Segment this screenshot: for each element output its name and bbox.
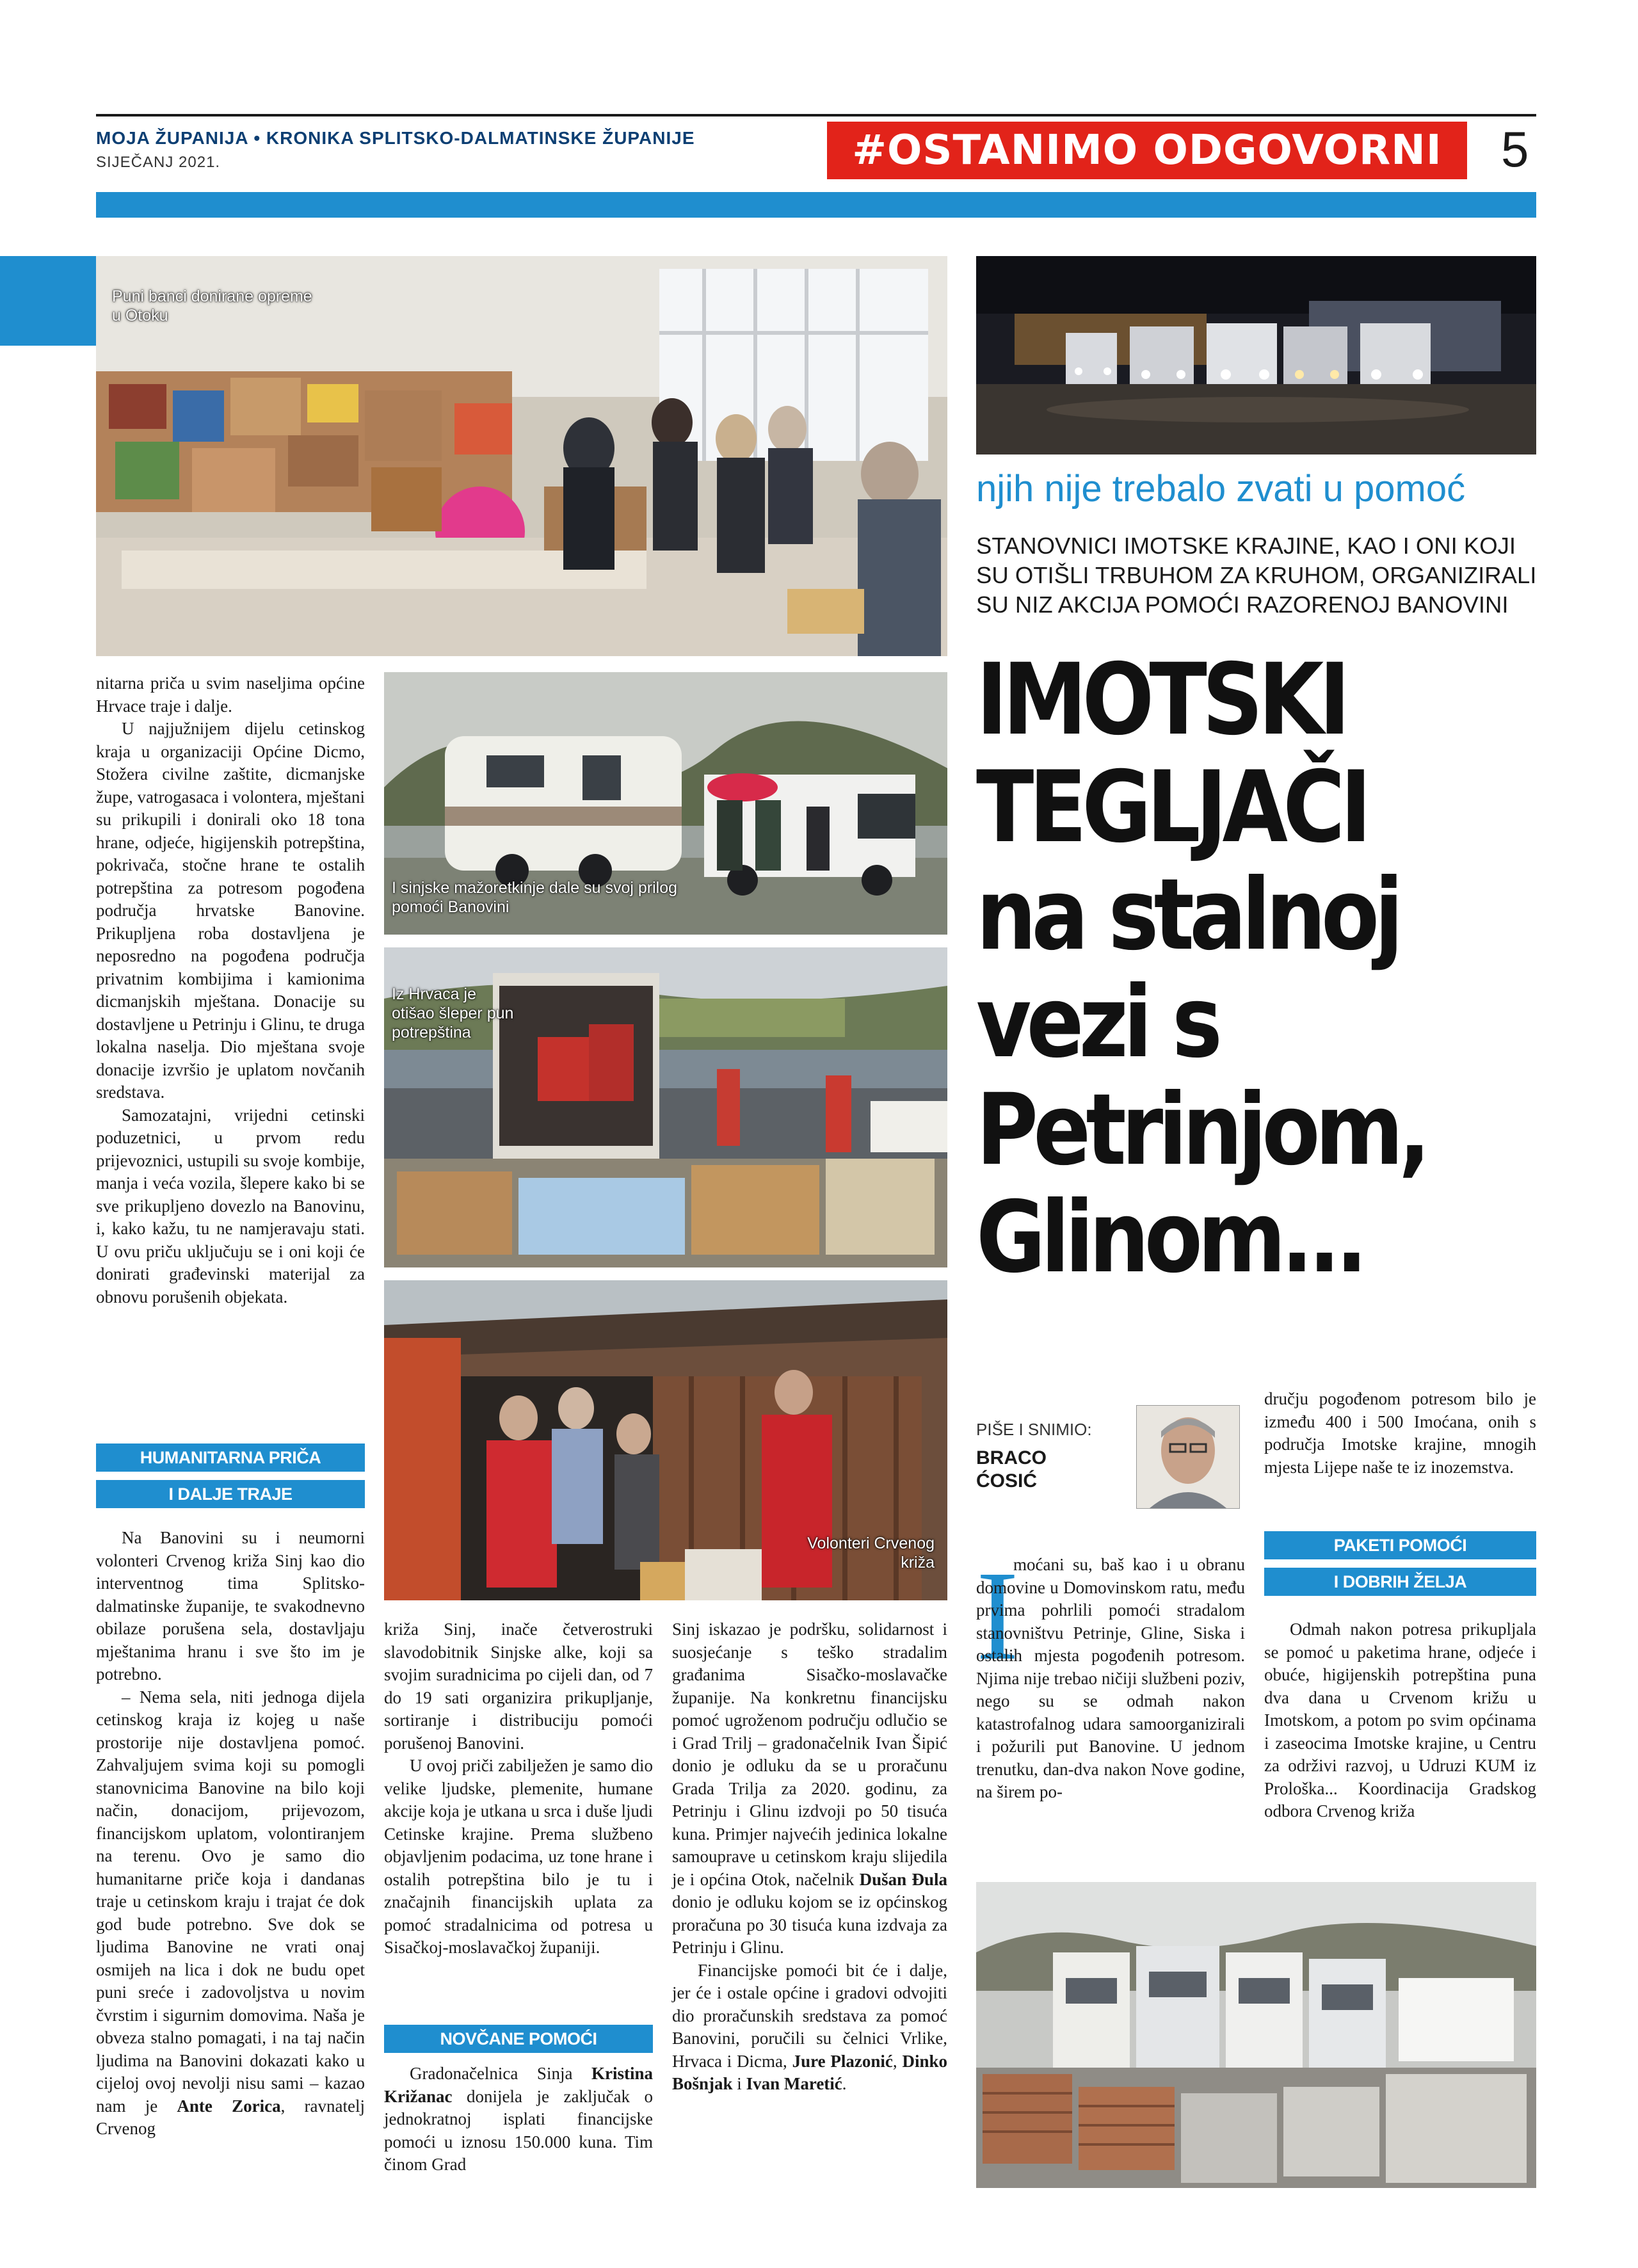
paragraph: križa Sinj, inače četverostruki slavodobitnik Sinjske alke, koji sa svojim suradnicima po cijeli dan, od 7 do 19 sati organizira prikupljanje, sortiranje i distribuciju pomoći porušenoj Banovini.	[384, 1620, 653, 1753]
header-blue-bar	[96, 192, 1536, 218]
paragraph: U najjužnijem dijelu cetinskog kraja u organizaciji Općine Dicmo, Stožera civilne zaštite, dicmanjske župe, vatrogasaca i volontera, mještani su prikupili i donirali oko 18 tona hrane, odjeće, higijenskih potrepština, pokrivača, stočne hrane te ostalih potrepština za potresom pogođena područja hrvatske Banovine. Prikupljena roba dostavljena je neposredno na pogođena područja privatnim kombijima i kamionima dicmanjskih mještana. Donacije su dostavljene u Petrinju i Glinu, te druga lokalna naselja. Dio mještana svoje donacije izvršio je uplatom novčanih sredstava.	[96, 719, 365, 1102]
hashtag-banner: #OSTANIMO ODGOVORNI	[827, 122, 1467, 179]
person-name: Jure Plazonić	[792, 2051, 893, 2071]
column-1-bottom	[96, 1527, 365, 2141]
person-name: Dušan Đula	[859, 1869, 947, 1889]
issue-date: SIJEČANJ 2021.	[96, 154, 221, 171]
headline-line: na stalnoj	[976, 858, 1399, 972]
person-name: Kristina Križanac	[384, 2064, 654, 2106]
photo-volunteers	[384, 1280, 947, 1600]
paragraph	[672, 1618, 947, 1959]
column-2	[384, 1618, 653, 1959]
paragraph	[384, 2063, 653, 2176]
article-kicker: njih nije trebalo zvati u pomoć	[976, 468, 1466, 510]
paragraph: Na Banovini su i neumorni volonteri Crvenog križa Sinj kao dio interventnog tima Splitsko-dalmatinske županije, te svakodnevno obilaze porušena sela, dostavljaju mještanima hranu i sve što im je potrebno.	[96, 1528, 365, 1684]
subhead-humanitarna-1: HUMANITARNA PRIČA	[96, 1444, 365, 1472]
left-blue-tab	[0, 256, 96, 346]
person-name: Ivan Maretić	[746, 2074, 842, 2093]
headline-line: Petrinjom,	[976, 1073, 1426, 1187]
page-number: 5	[1501, 121, 1529, 177]
paragraph: Odmah nakon potresa prikupljala se pomoć u paketima hrane, odjeće i obuće, higijenskih potrepština puna dva dana u Crvenom križu u Imotskom, a potom po svim općinama i zaseocima Imotske krajine, u Centru za održivi razvoj, u Udruzi KUM iz Prološka... Koordinacija Gradskog odbora Crvenog križa	[1264, 1620, 1536, 1821]
article-deck: STANOVNICI IMOTSKE KRAJINE, KAO I ONI KOJI SU OTIŠLI TRBUHOM ZA KRUHOM, ORGANIZIRALI SU NIZ AKCIJA POMOĆI RAZORENOJ BANOVINI	[976, 533, 1537, 618]
text-run: donijela je zaključak o jednokratnoj isplati financijske pomoći u iznosu 150.000 kuna. Tim činom Grad	[384, 2086, 653, 2174]
drop-cap: I	[976, 1545, 1019, 1687]
author-avatar	[1136, 1405, 1240, 1509]
text-run: donio je odluku kojom se iz općinskog proračuna po 30 tisuća kuna izdvaja za Petrinju i Glinu.	[672, 1892, 947, 1957]
text-run: .	[842, 2074, 847, 2093]
photo-caravan	[384, 672, 947, 935]
text-run: Gradonačelnica Sinja	[410, 2064, 573, 2083]
paragraph	[96, 1686, 365, 2141]
photo-supplies-truck	[384, 947, 947, 1267]
caption-sinj: I sinjske mažoretkinje dale su svoj prilog pomoći Banovini	[392, 879, 678, 916]
byline-first: BRACO	[976, 1447, 1047, 1468]
paragraph: Samozatajni, vrijedni cetinski poduzetnici, u prvom redu prijevoznici, ustupili su svoje kombije, manja i veća vozila, šlepere kako bi se sve prikupljeno dovezlo na Banovinu, i, kako kažu, tu ne namjeravaju stati. U ovu priču uključuju se i oni koji će donirati građevinski materijal za obnovu porušenih objekata.	[96, 1105, 365, 1307]
paragraph: U ovoj priči zabilježen je samo dio velike ljudske, plemenite, humane akcije koja je utkana u srca i duše ljudi Cetinske krajine. Prema službeno objavljenim podacima, uz tone hrane i ostalih potrepština bilo je tu i značajnih financijskih uplata za pomoć stradalnicima od potresa u Sisačkoj-moslavačkoj županiji.	[384, 1756, 653, 1957]
section-title: MOJA ŽUPANIJA • KRONIKA SPLITSKO-DALMATINSKE ŽUPANIJE	[96, 128, 695, 148]
quote-text: – Nema sela, niti jednoga dijela cetinskog kraja iz kojeg u naše prostorije nije dostavljena pomoć. Zahvaljujem svima koji su pomogli stanovnicima Banovine na bilo koji način, donacijom, prijevozom, financijskom uplatom, volontiranjem na terenu. Ovo je samo dio humanitarne priče koja i dandanas traje u cetinskom kraju i trajat će dok god bude potrebno. Sve dok se ljudima Banovine ne vrati onaj osmijeh na lica i dok ne budu opet puni sreće i zadovoljstva u novim čvrstim i sigurnim domovima. Naša je obveza stalno pomagati, i na taj način ljudima na Banovini dokazati kako u cijeloj ovoj nevolji nisu sami – kazao nam je	[96, 1687, 365, 2116]
byline-label: PIŠE I SNIMIO:	[976, 1420, 1092, 1439]
byline-name	[976, 1447, 1047, 1493]
column-3	[672, 1618, 947, 2096]
paragraph: dručju pogođenom potresom bilo je između 400 i 500 Imoćana, onih s područja Imotske krajine, mnogih mjesta Lijepe naše te iz inozemstva.	[1264, 1389, 1536, 1477]
headline-line: TEGLJAČI	[976, 750, 1367, 865]
photo-trucks-pallets	[976, 1882, 1536, 2188]
column-2-bottom	[384, 2063, 653, 2176]
person-name: Ante Zorica	[177, 2096, 281, 2116]
headline-line: vezi s	[976, 965, 1218, 1080]
text-run: i	[737, 2074, 742, 2093]
person-name: Dinko Bošnjak	[672, 2051, 947, 2093]
caption-volonteri: Volonteri Crvenog križa	[807, 1534, 935, 1572]
subhead-novcane: NOVČANE POMOĆI	[384, 2025, 653, 2053]
article-headline	[976, 643, 1472, 1295]
column-4	[976, 1545, 1245, 1804]
column-5-bottom	[1264, 1618, 1536, 1823]
headline-line: IMOTSKI	[976, 643, 1346, 757]
subhead-paketi-2: I DOBRIH ŽELJA	[1264, 1568, 1536, 1596]
caption-otok: Puni banci donirane opreme u Otoku	[112, 287, 312, 325]
photo-donations-room	[96, 256, 947, 656]
header-rule	[96, 114, 1536, 117]
subhead-humanitarna-2: I DALJE TRAJE	[96, 1480, 365, 1508]
paragraph: nitarna priča u svim naseljima općine Hrvace traje i dalje.	[96, 673, 365, 716]
column-5-top	[1264, 1388, 1536, 1479]
paragraph: moćani su, baš kao i u obranu domovine u Domovinskom ratu, među prvima pohrlili pomoći stradalom stanovništvu Petrinje, Gline, Siska i ostalih mjesta pogođenih potresom. Njima nije trebao ničiji službeni poziv, nego su se odmah nakon katastrofalnog udara samoorganizirali i požurili put Banovine. U jednom trenutku, dan-dva nakon Nove godine, na širem po-	[976, 1555, 1245, 1801]
text-run: Sinj iskazao je podršku, solidarnost i suosjećanje s teško stradalim građanima Sisačko-moslavačke županije. Na konkretnu financijsku pomoć ugroženom području odlučio se i Grad Trilj – gradonačelnik Ivan Šipić donio je odluku da se u proračunu Grada Trilja za 2020. godinu, za Petrinju i Glinu izdvoji po 50 tisuća kuna. Primjer najvećih jedinica lokalne samouprave u cetinskom kraju slijedila je i općina Otok, načelnik	[672, 1620, 947, 1889]
text-run: ,	[892, 2051, 897, 2071]
caption-hrvace: Iz Hrvaca je otišao šleper pun potrepština	[392, 985, 514, 1042]
text-run: , ravnatelj Crvenog	[96, 2096, 365, 2138]
headline-line: Glinom...	[976, 1180, 1363, 1295]
subhead-paketi-1: PAKETI POMOĆI	[1264, 1531, 1536, 1559]
column-1-top	[96, 672, 365, 1308]
text-run: Financijske pomoći bit će i dalje, jer će i ostale općine i gradovi odvojiti dio proračunskih sredstava za pomoć Banovini, poručili su čelnici Vrlike, Hrvaca i Dicma,	[672, 1960, 947, 2071]
byline-last: ĆOSIĆ	[976, 1470, 1038, 1492]
photo-trucks-night	[976, 256, 1536, 454]
paragraph	[672, 1959, 947, 2096]
